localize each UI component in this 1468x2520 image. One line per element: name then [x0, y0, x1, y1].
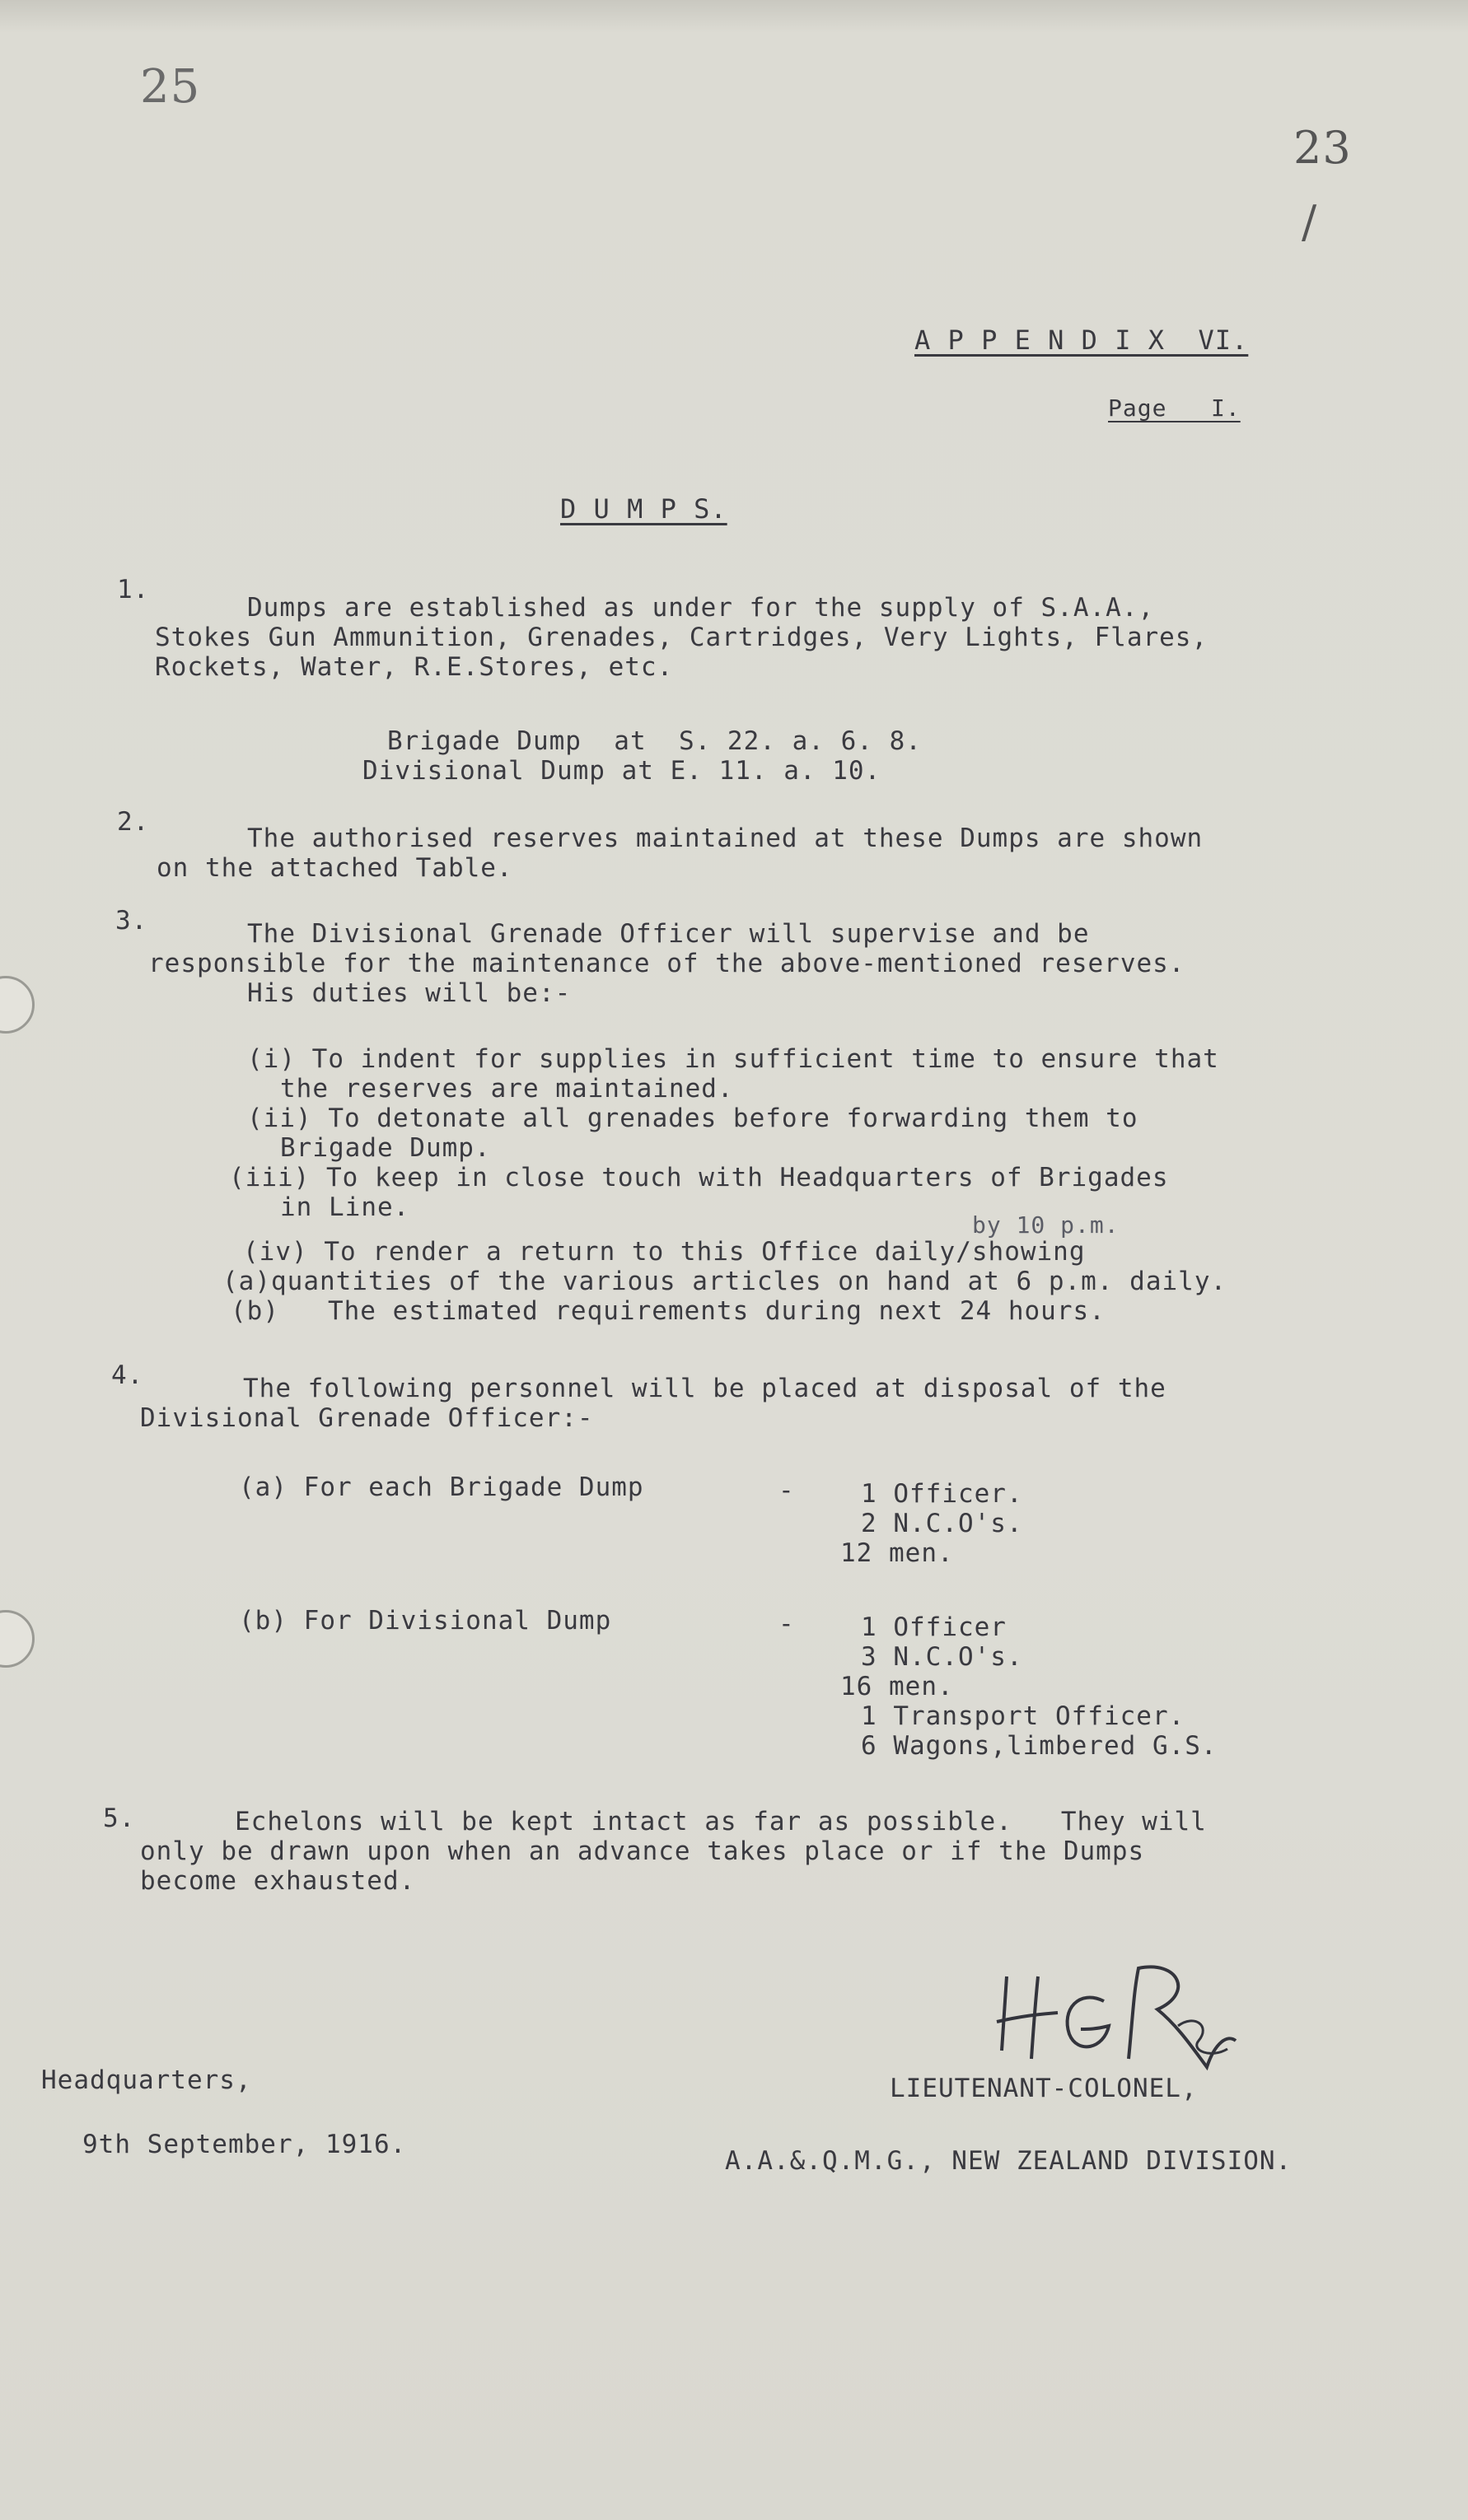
punch-hole-top	[0, 976, 35, 1034]
corner-number: 23	[1293, 122, 1352, 174]
brigade-dump-officer: 1 Officer.	[861, 1479, 1023, 1509]
brigade-dump-dash: -	[778, 1476, 795, 1505]
duty-3-time: by 10 p.m.	[972, 1211, 1120, 1239]
section-2-line-1: The authorised reserves maintained at these Dumps are shown	[247, 824, 1204, 853]
duty-1-line-1: (i) To indent for supplies in sufficient time to ensure that	[247, 1044, 1219, 1074]
duty-1-line-2: the reserves are maintained.	[280, 1074, 734, 1104]
brigade-dump-location: Brigade Dump at S. 22. a. 6. 8.	[387, 726, 922, 756]
section-4-number: 4.	[111, 1360, 144, 1390]
section-1-number: 1.	[117, 575, 150, 604]
section-4-line-2: Divisional Grenade Officer:-	[140, 1403, 594, 1433]
section-3-line-2: responsible for the maintenance of the above-mentioned reserves.	[148, 949, 1185, 978]
divisional-dump-label: (b) For Divisional Dump	[239, 1606, 612, 1636]
folio-number: 25	[140, 60, 201, 114]
duty-2-line-1: (ii) To detonate all grenades before forwarding them to	[247, 1104, 1138, 1133]
brigade-dump-ncos: 2 N.C.O's.	[861, 1509, 1023, 1538]
signatory-rank: LIEUTENANT-COLONEL,	[890, 2074, 1198, 2103]
duty-2-line-2: Brigade Dump.	[280, 1133, 491, 1163]
headquarters-label: Headquarters,	[41, 2065, 252, 2095]
divisional-dump-ncos: 3 N.C.O's.	[861, 1642, 1023, 1672]
brigade-dump-men: 12 men.	[840, 1538, 954, 1568]
section-3-number: 3.	[115, 906, 148, 936]
section-1-line-2: Stokes Gun Ammunition, Grenades, Cartridges, Very Lights, Flares,	[155, 623, 1209, 652]
document-date: 9th September, 1916.	[82, 2130, 407, 2159]
section-5-number: 5.	[103, 1804, 136, 1833]
punch-hole-bottom	[0, 1610, 35, 1668]
duty-4-line: (iv) To render a return to this Office daily/showing	[243, 1237, 1086, 1267]
handwritten-signature	[989, 1944, 1252, 2084]
divisional-dump-men: 16 men.	[840, 1672, 954, 1701]
divisional-dump-location: Divisional Dump at E. 11. a. 10.	[362, 756, 881, 786]
section-1-line-1: Dumps are established as under for the supply of S.A.A.,	[247, 593, 1155, 623]
section-1-line-3: Rockets, Water, R.E.Stores, etc.	[155, 652, 674, 682]
appendix-heading: A P P E N D I X VI.	[914, 324, 1249, 356]
section-5-line-3: become exhausted.	[140, 1866, 416, 1896]
divisional-dump-wagons: 6 Wagons,limbered G.S.	[861, 1731, 1218, 1761]
duty-4-item-b: (b) The estimated requirements during next 24 hours.	[231, 1296, 1106, 1326]
duty-3-line-1: (iii) To keep in close touch with Headquarters of Brigades	[229, 1163, 1169, 1192]
signatory-title: A.A.&.Q.M.G., NEW ZEALAND DIVISION.	[725, 2146, 1293, 2176]
corner-slash: /	[1302, 196, 1318, 248]
document-title: D U M P S.	[560, 493, 727, 525]
brigade-dump-label: (a) For each Brigade Dump	[239, 1472, 644, 1502]
divisional-dump-officer: 1 Officer	[861, 1612, 1007, 1642]
divisional-dump-transport-officer: 1 Transport Officer.	[861, 1701, 1185, 1731]
duty-4-item-a: (a)quantities of the various articles on hand at 6 p.m. daily.	[222, 1267, 1227, 1296]
section-2-number: 2.	[117, 807, 150, 837]
section-3-line-3: His duties will be:-	[247, 978, 572, 1008]
duty-3-line-2: in Line.	[280, 1192, 410, 1222]
section-3-line-1: The Divisional Grenade Officer will supervise and be	[247, 919, 1090, 949]
page-label: Page I.	[1108, 394, 1241, 422]
section-4-line-1: The following personnel will be placed at disposal of the	[243, 1374, 1166, 1403]
section-5-line-1: Echelons will be kept intact as far as possible. They will	[235, 1807, 1207, 1836]
divisional-dump-dash: -	[778, 1609, 795, 1639]
section-2-line-2: on the attached Table.	[157, 853, 513, 883]
section-5-line-2: only be drawn upon when an advance takes place or if the Dumps	[140, 1836, 1145, 1866]
